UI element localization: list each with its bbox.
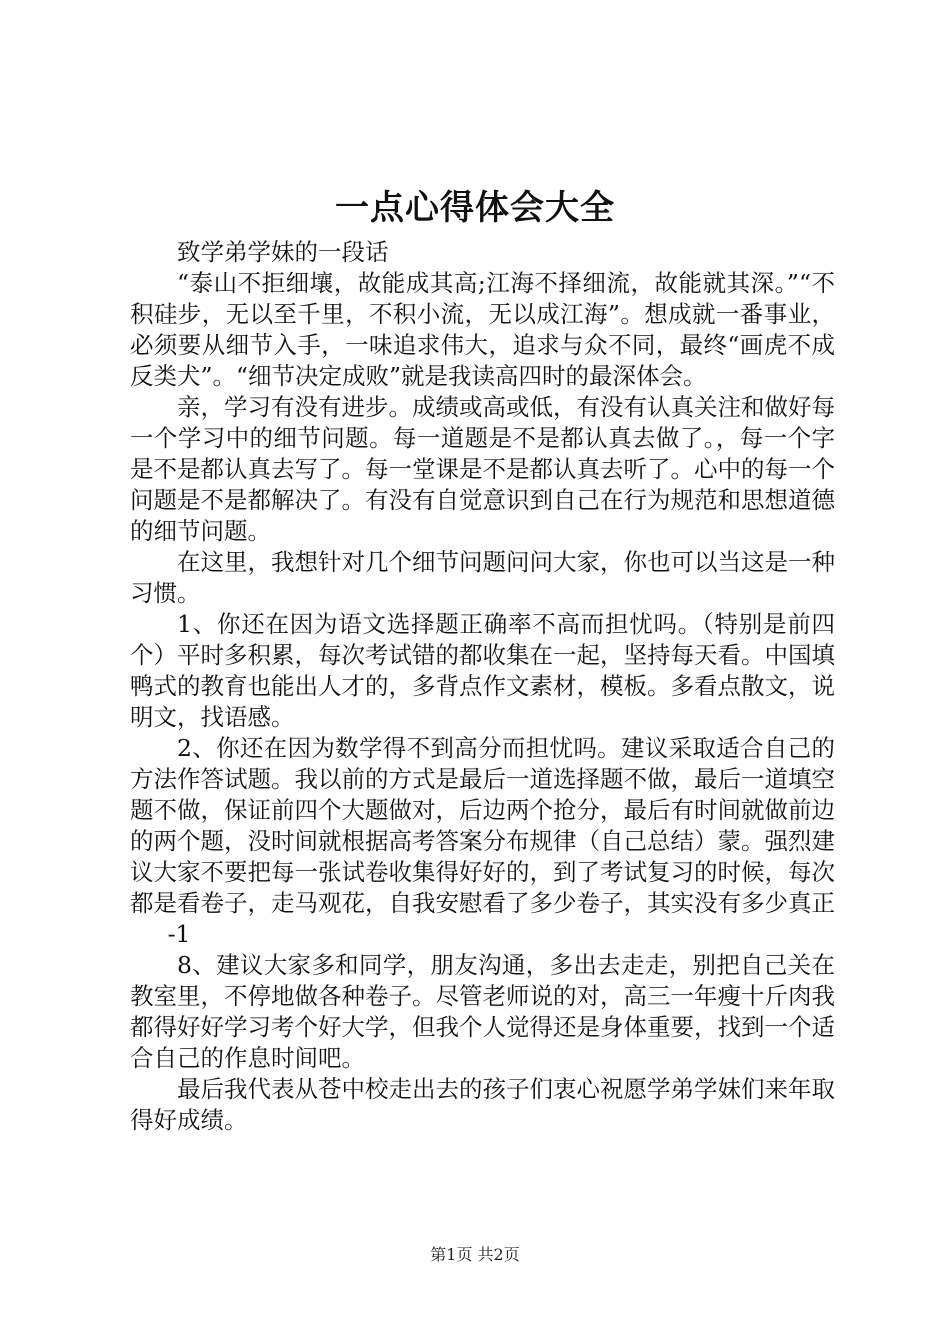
document-body	[130, 237, 835, 1136]
body-paragraph: “泰山不拒细壤，故能成其高;江海不择细流，故能就其深。”“不积硅步，无以至千里，不积小流，无以成江海”。想成就一番事业，必须要从细节入手，一味追求伟大，追求与众不同，最终“画虎不成反类犬”。“细节决定成败”就是我读高四时的最深体会。	[130, 269, 835, 390]
page-footer: 第1页 共2页	[430, 1245, 520, 1264]
body-paragraph: 亲，学习有没有进步。成绩或高或低，有没有认真关注和做好每一个学习中的细节问题。每一道题是不是都认真去做了。，每一个字是不是都认真去写了。每一堂课是不是都认真去听了。心中的每一个问题是不是都解决了。有没有自觉意识到自己在行为规范和思想道德的细节问题。	[130, 393, 835, 545]
subtitle-paragraph: 致学弟学妹的一段话	[177, 238, 389, 266]
list-item-paragraph: 8、建议大家多和同学，朋友沟通，多出去走走，别把自己关在教室里，不停地做各种卷子。尽管老师说的对，高三一年瘦十斤肉我都得好好学习考个好大学，但我个人觉得还是身体重要，找到一个适合自己的作息时间吧。	[130, 951, 835, 1072]
closing-paragraph: 最后我代表从苍中校走出去的孩子们衷心祝愿学弟学妹们来年取得好成绩。	[130, 1075, 835, 1134]
list-item-paragraph: 2、你还在因为数学得不到高分而担忧吗。建议采取适合自己的方法作答试题。我以前的方式是最后一道选择题不做，最后一道填空题不做，保证前四个大题做对，后边两个抢分，最后有时间就做前边的两个题，没时间就根据高考答案分布规律（自己总结）蒙。强烈建议大家不要把每一张试卷收集得好好的，到了考试复习的时候，每次都是看卷子，走马观花，自我安慰看了多少卷子，其实没有多少真正	[130, 734, 835, 917]
document-title: 一点心得体会大全	[335, 188, 615, 228]
page-break-marker: -1	[167, 920, 191, 948]
body-paragraph: 在这里，我想针对几个细节问题问问大家，你也可以当这是一种习惯。	[130, 548, 835, 607]
list-item-paragraph: 1、你还在因为语文选择题正确率不高而担忧吗。（特别是前四个）平时多积累，每次考试错的都收集在一起，坚持每天看。中国填鸭式的教育也能出人才的，多背点作文素材，模板。多看点散文，说明文，找语感。	[130, 610, 835, 731]
